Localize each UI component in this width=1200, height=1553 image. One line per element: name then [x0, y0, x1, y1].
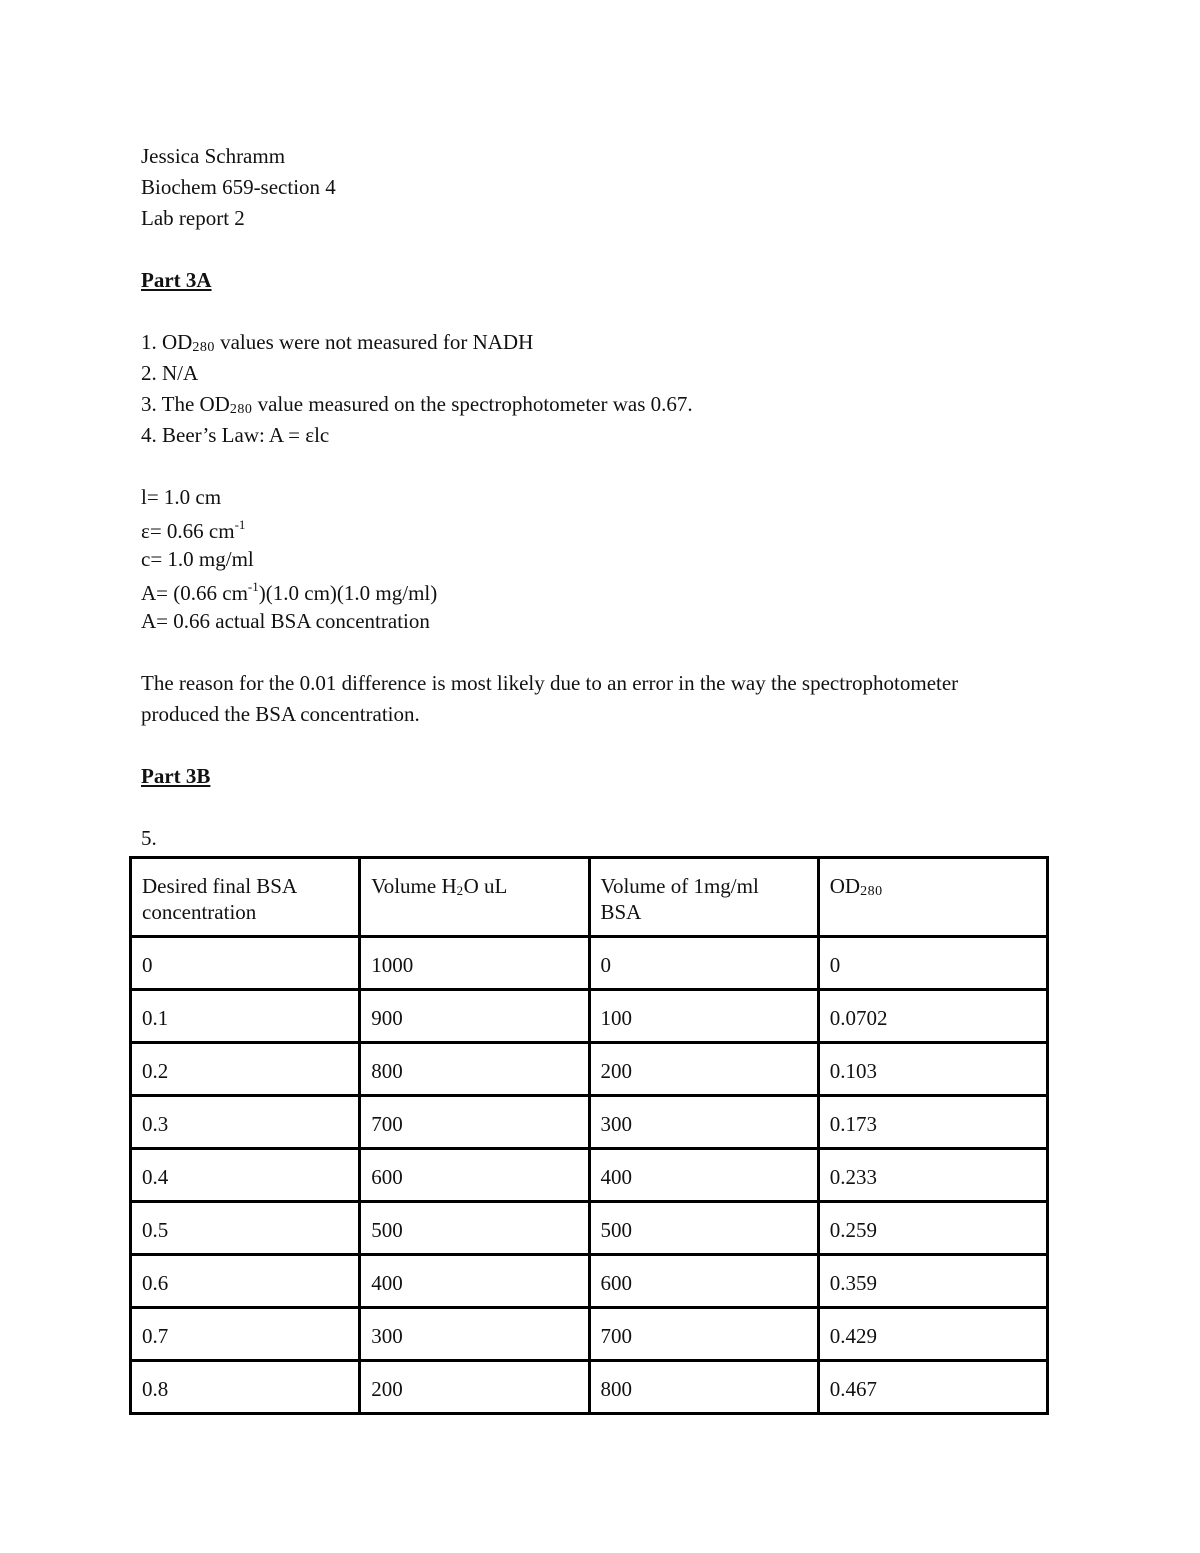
author-name: Jessica Schramm	[141, 144, 286, 168]
extinction-coefficient-text: ε= 0.66 cm	[141, 519, 235, 543]
table-cell: 0	[818, 937, 1047, 990]
part-3b-heading: Part 3B	[141, 764, 211, 788]
extinction-coefficient-superscript: -1	[234, 517, 246, 532]
header-od-subscript: 280	[860, 884, 883, 899]
answer-1-subscript: 280	[192, 340, 215, 355]
table-cell: 0.467	[818, 1361, 1047, 1414]
table-cell: 900	[360, 990, 589, 1043]
answer-3-prefix: 3. The OD	[141, 392, 230, 416]
table-row	[131, 1308, 1048, 1361]
table-cell: 700	[360, 1096, 589, 1149]
table-cell: 500	[360, 1202, 589, 1255]
header-od280	[818, 858, 1047, 937]
table-row	[131, 1149, 1048, 1202]
table-cell: 0.6	[131, 1255, 360, 1308]
table-cell: 0	[131, 937, 360, 990]
table-cell: 700	[589, 1308, 818, 1361]
absorbance-calculation-suffix: )(1.0 cm)(1.0 mg/ml)	[258, 581, 438, 605]
reason-line-2: produced the BSA concentration.	[141, 702, 420, 726]
header-water-volume-suffix: O uL	[463, 874, 508, 898]
bsa-dilution-table	[129, 856, 1049, 1415]
table-cell: 0.8	[131, 1361, 360, 1414]
answer-3-subscript: 280	[229, 402, 253, 417]
answer-3	[141, 394, 693, 417]
table-cell: 200	[589, 1043, 818, 1096]
table-cell: 0	[589, 937, 818, 990]
table-row	[131, 1043, 1048, 1096]
table-header-row	[131, 858, 1048, 937]
table-cell: 200	[360, 1361, 589, 1414]
table-row	[131, 1202, 1048, 1255]
absorbance-calculation-prefix: A= (0.66 cm	[141, 581, 248, 605]
answer-3-text: value measured on the spectrophotometer was 0.67.	[252, 392, 693, 416]
header-desired-concentration	[131, 858, 360, 937]
header-bsa-volume	[589, 858, 818, 937]
table-cell: 0.103	[818, 1043, 1047, 1096]
header-bsa-volume-line1: Volume of 1mg/ml	[600, 874, 759, 898]
table-cell: 300	[589, 1096, 818, 1149]
course-line: Biochem 659-section 4	[141, 175, 336, 199]
absorbance-calculation	[141, 580, 437, 604]
report-title: Lab report 2	[141, 206, 245, 230]
table-cell: 0.233	[818, 1149, 1047, 1202]
header-water-volume	[360, 858, 589, 937]
table-cell: 500	[589, 1202, 818, 1255]
answer-1-prefix: 1. OD	[141, 330, 193, 354]
table-cell: 0.2	[131, 1043, 360, 1096]
reason-line-1: The reason for the 0.01 difference is most likely due to an error in the way the spectrophotometer	[141, 671, 959, 695]
header-water-volume-subscript: 2	[456, 883, 464, 898]
table-row	[131, 990, 1048, 1043]
answer-1	[141, 332, 533, 355]
table-cell: 0.5	[131, 1202, 360, 1255]
absorbance-result: A= 0.66 actual BSA concentration	[141, 609, 430, 633]
answer-2: 2. N/A	[141, 361, 199, 385]
header-bsa-volume-line2: BSA	[600, 900, 642, 924]
table-row	[131, 1361, 1048, 1414]
table-cell: 0.1	[131, 990, 360, 1043]
concentration-line: c= 1.0 mg/ml	[141, 547, 254, 571]
table-cell: 0.359	[818, 1255, 1047, 1308]
table-cell: 0.4	[131, 1149, 360, 1202]
table-cell: 800	[589, 1361, 818, 1414]
table-cell: 0.429	[818, 1308, 1047, 1361]
table-cell: 300	[360, 1308, 589, 1361]
table-row	[131, 1255, 1048, 1308]
table-cell: 600	[360, 1149, 589, 1202]
table-cell: 100	[589, 990, 818, 1043]
header-water-volume-prefix: Volume H	[371, 874, 457, 898]
table-row	[131, 937, 1048, 990]
path-length-line: l= 1.0 cm	[141, 485, 222, 509]
table-cell: 400	[589, 1149, 818, 1202]
table-cell: 600	[589, 1255, 818, 1308]
table-cell: 0.259	[818, 1202, 1047, 1255]
answer-5-label: 5.	[141, 826, 157, 850]
table-cell: 0.173	[818, 1096, 1047, 1149]
table-row	[131, 1096, 1048, 1149]
answer-4: 4. Beer’s Law: A = εlc	[141, 423, 330, 447]
header-desired-concentration-line1: Desired final BSA	[142, 874, 298, 898]
absorbance-calculation-superscript: -1	[247, 579, 259, 594]
extinction-coefficient-line	[141, 518, 245, 542]
header-od-prefix: OD	[829, 874, 861, 898]
table-cell: 1000	[360, 937, 589, 990]
part-3a-heading: Part 3A	[141, 268, 212, 292]
table-cell: 0.3	[131, 1096, 360, 1149]
answer-1-text: values were not measured for NADH	[214, 330, 534, 354]
table-cell: 0.0702	[818, 990, 1047, 1043]
table-cell: 800	[360, 1043, 589, 1096]
table-cell: 0.7	[131, 1308, 360, 1361]
header-desired-concentration-line2: concentration	[142, 900, 257, 924]
table-cell: 400	[360, 1255, 589, 1308]
